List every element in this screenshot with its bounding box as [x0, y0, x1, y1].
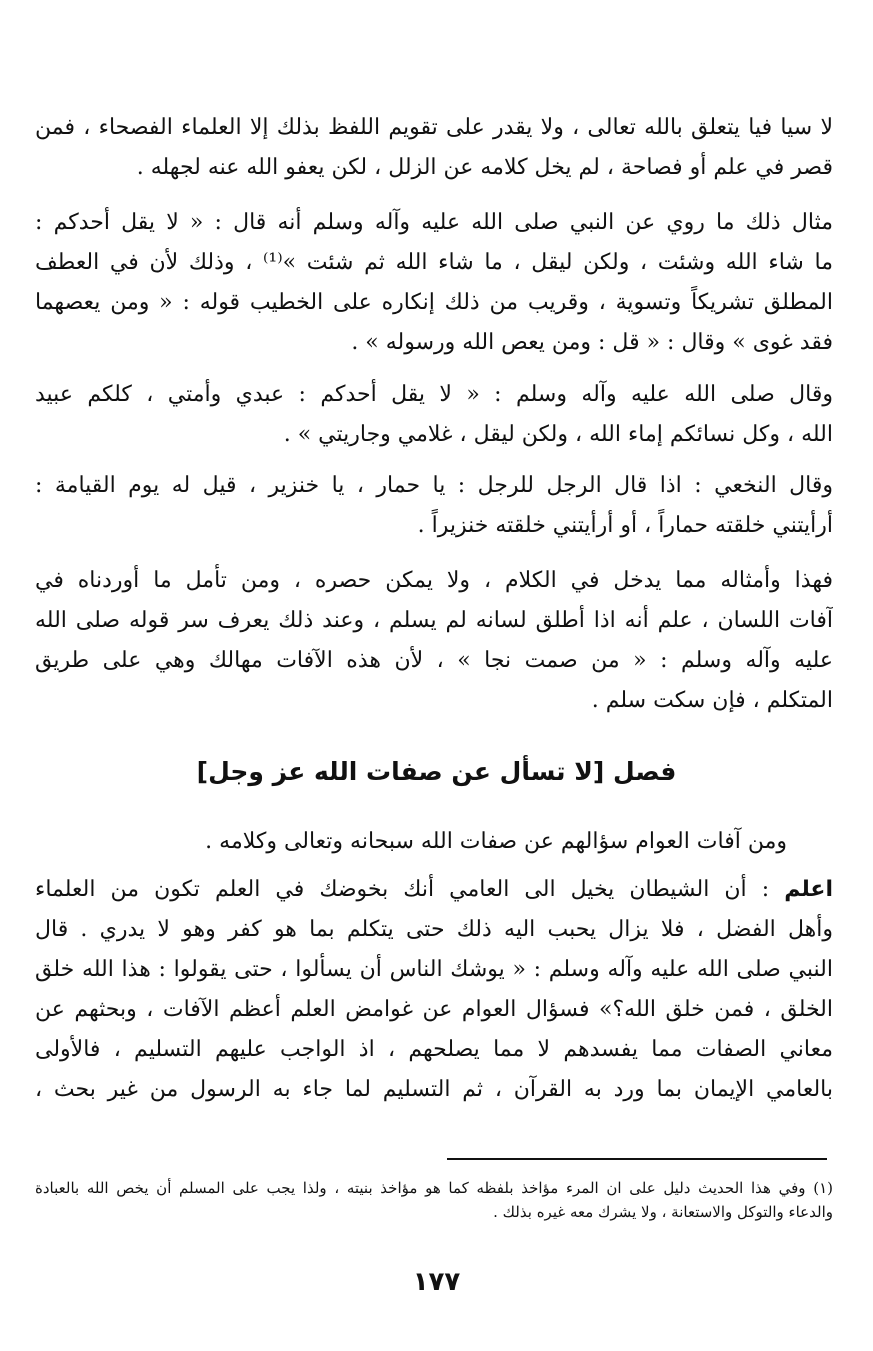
lead-word: اعلم	[784, 877, 833, 902]
text-line: قصر في علم أو فصاحة ، لم يخل كلامه عن الزلل ، لكن يعفو الله عنه لجهله .	[136, 155, 833, 180]
text-line: فهذا وأمثاله مما يدخل في الكلام ، ولا يمكن حصره ، ومن تأمل ما أوردناه في	[35, 568, 833, 593]
text-line: النبي صلى الله عليه وآله وسلم : « يوشك الناس أن يسألوا ، حتى يقولوا : هذا الله خلق	[35, 957, 833, 982]
text-line	[35, 870, 833, 910]
paragraph	[35, 466, 833, 546]
paragraph	[35, 822, 787, 862]
text-line: فقد غوى » وقال : « قل : ومن يعص الله ورسوله » .	[351, 330, 833, 355]
text-line: وقال صلى الله عليه وآله وسلم : « لا يقل أحدكم : عبدي وأمتي ، كلكم عبيد	[35, 382, 833, 407]
text-line: المتكلم ، فإن سكت سلم .	[591, 688, 833, 713]
paragraph	[35, 561, 833, 721]
text-line: ومن آفات العوام سؤالهم عن صفات الله سبحانه وتعالى وكلامه .	[205, 829, 787, 854]
footnote-divider	[447, 1158, 827, 1160]
paragraph	[35, 108, 833, 188]
text-line: عليه وآله وسلم : « من صمت نجا » ، لأن هذه الآفات مهالك وهي على طريق	[35, 648, 833, 673]
text-line: آفات اللسان ، علم أنه اذا أطلق لسانه لم يسلم ، وعند ذلك يعرف سر قوله صلى الله	[35, 608, 833, 633]
page-number: ١٧٧	[412, 1267, 461, 1297]
text-line: المطلق تشريكاً وتسوية ، وقريب من ذلك إنكاره على الخطيب قوله : « ومن يعصهما	[35, 290, 833, 315]
paragraph	[35, 870, 833, 1110]
text-line: أرأيتني خلقته حماراً ، أو أرأيتني خلقته خنزيراً .	[417, 513, 833, 538]
text-line: لا سيا فيا يتعلق بالله تعالى ، ولا يقدر على تقويم اللفظ بذلك إلا العلماء الفصحاء ، فمن	[35, 115, 833, 140]
text-line: معاني الصفات مما يفسدهم لا مما يصلحهم ، اذ الواجب عليهم التسليم ، فالأولى	[35, 1037, 833, 1062]
text-line: ما شاء الله وشئت ، ولكن ليقل ، ما شاء الله ثم شئت »⁽¹⁾ ، وذلك لأن في العطف	[35, 250, 833, 275]
text-fragment: : أن الشيطان يخيل الى العامي أنك بخوضك في العلم تكون من العلماء	[35, 877, 785, 902]
text-line: بالعامي الإيمان بما ورد به القرآن ، ثم التسليم لما جاء به الرسول من غير بحث ،	[35, 1077, 833, 1102]
footnote	[35, 1176, 833, 1224]
section-heading: فصل [لا تسأل عن صفات الله عز وجل]	[196, 757, 677, 786]
text-line: وأهل الفضل ، فلا يزال يحبب اليه ذلك حتى يتكلم بما هو كفر وهو لا يدري . قال	[35, 917, 833, 942]
paragraph	[35, 203, 833, 363]
paragraph	[35, 375, 833, 455]
footnote-line: (١) وفي هذا الحديث دليل على ان المرء مؤاخذ بلفظه كما هو مؤاخذ بنيته ، ولذا يجب على المسلم أن يخص الله بالعبادة	[35, 1179, 833, 1197]
text-line: وقال النخعي : اذا قال الرجل للرجل : يا حمار ، يا خنزير ، قيل له يوم القيامة :	[35, 473, 833, 498]
text-line: الخلق ، فمن خلق الله؟» فسؤال العوام عن غوامض العلم أعظم الآفات ، وبحثهم عن	[35, 997, 833, 1022]
footnote-line: والدعاء والتوكل والاستعانة ، ولا يشرك معه غيره بذلك .	[493, 1203, 833, 1221]
text-line: مثال ذلك ما روي عن النبي صلى الله عليه وآله وسلم أنه قال : « لا يقل أحدكم :	[35, 210, 833, 235]
text-line: الله ، وكل نسائكم إماء الله ، ولكن ليقل ، غلامي وجاريتي » .	[283, 422, 833, 447]
